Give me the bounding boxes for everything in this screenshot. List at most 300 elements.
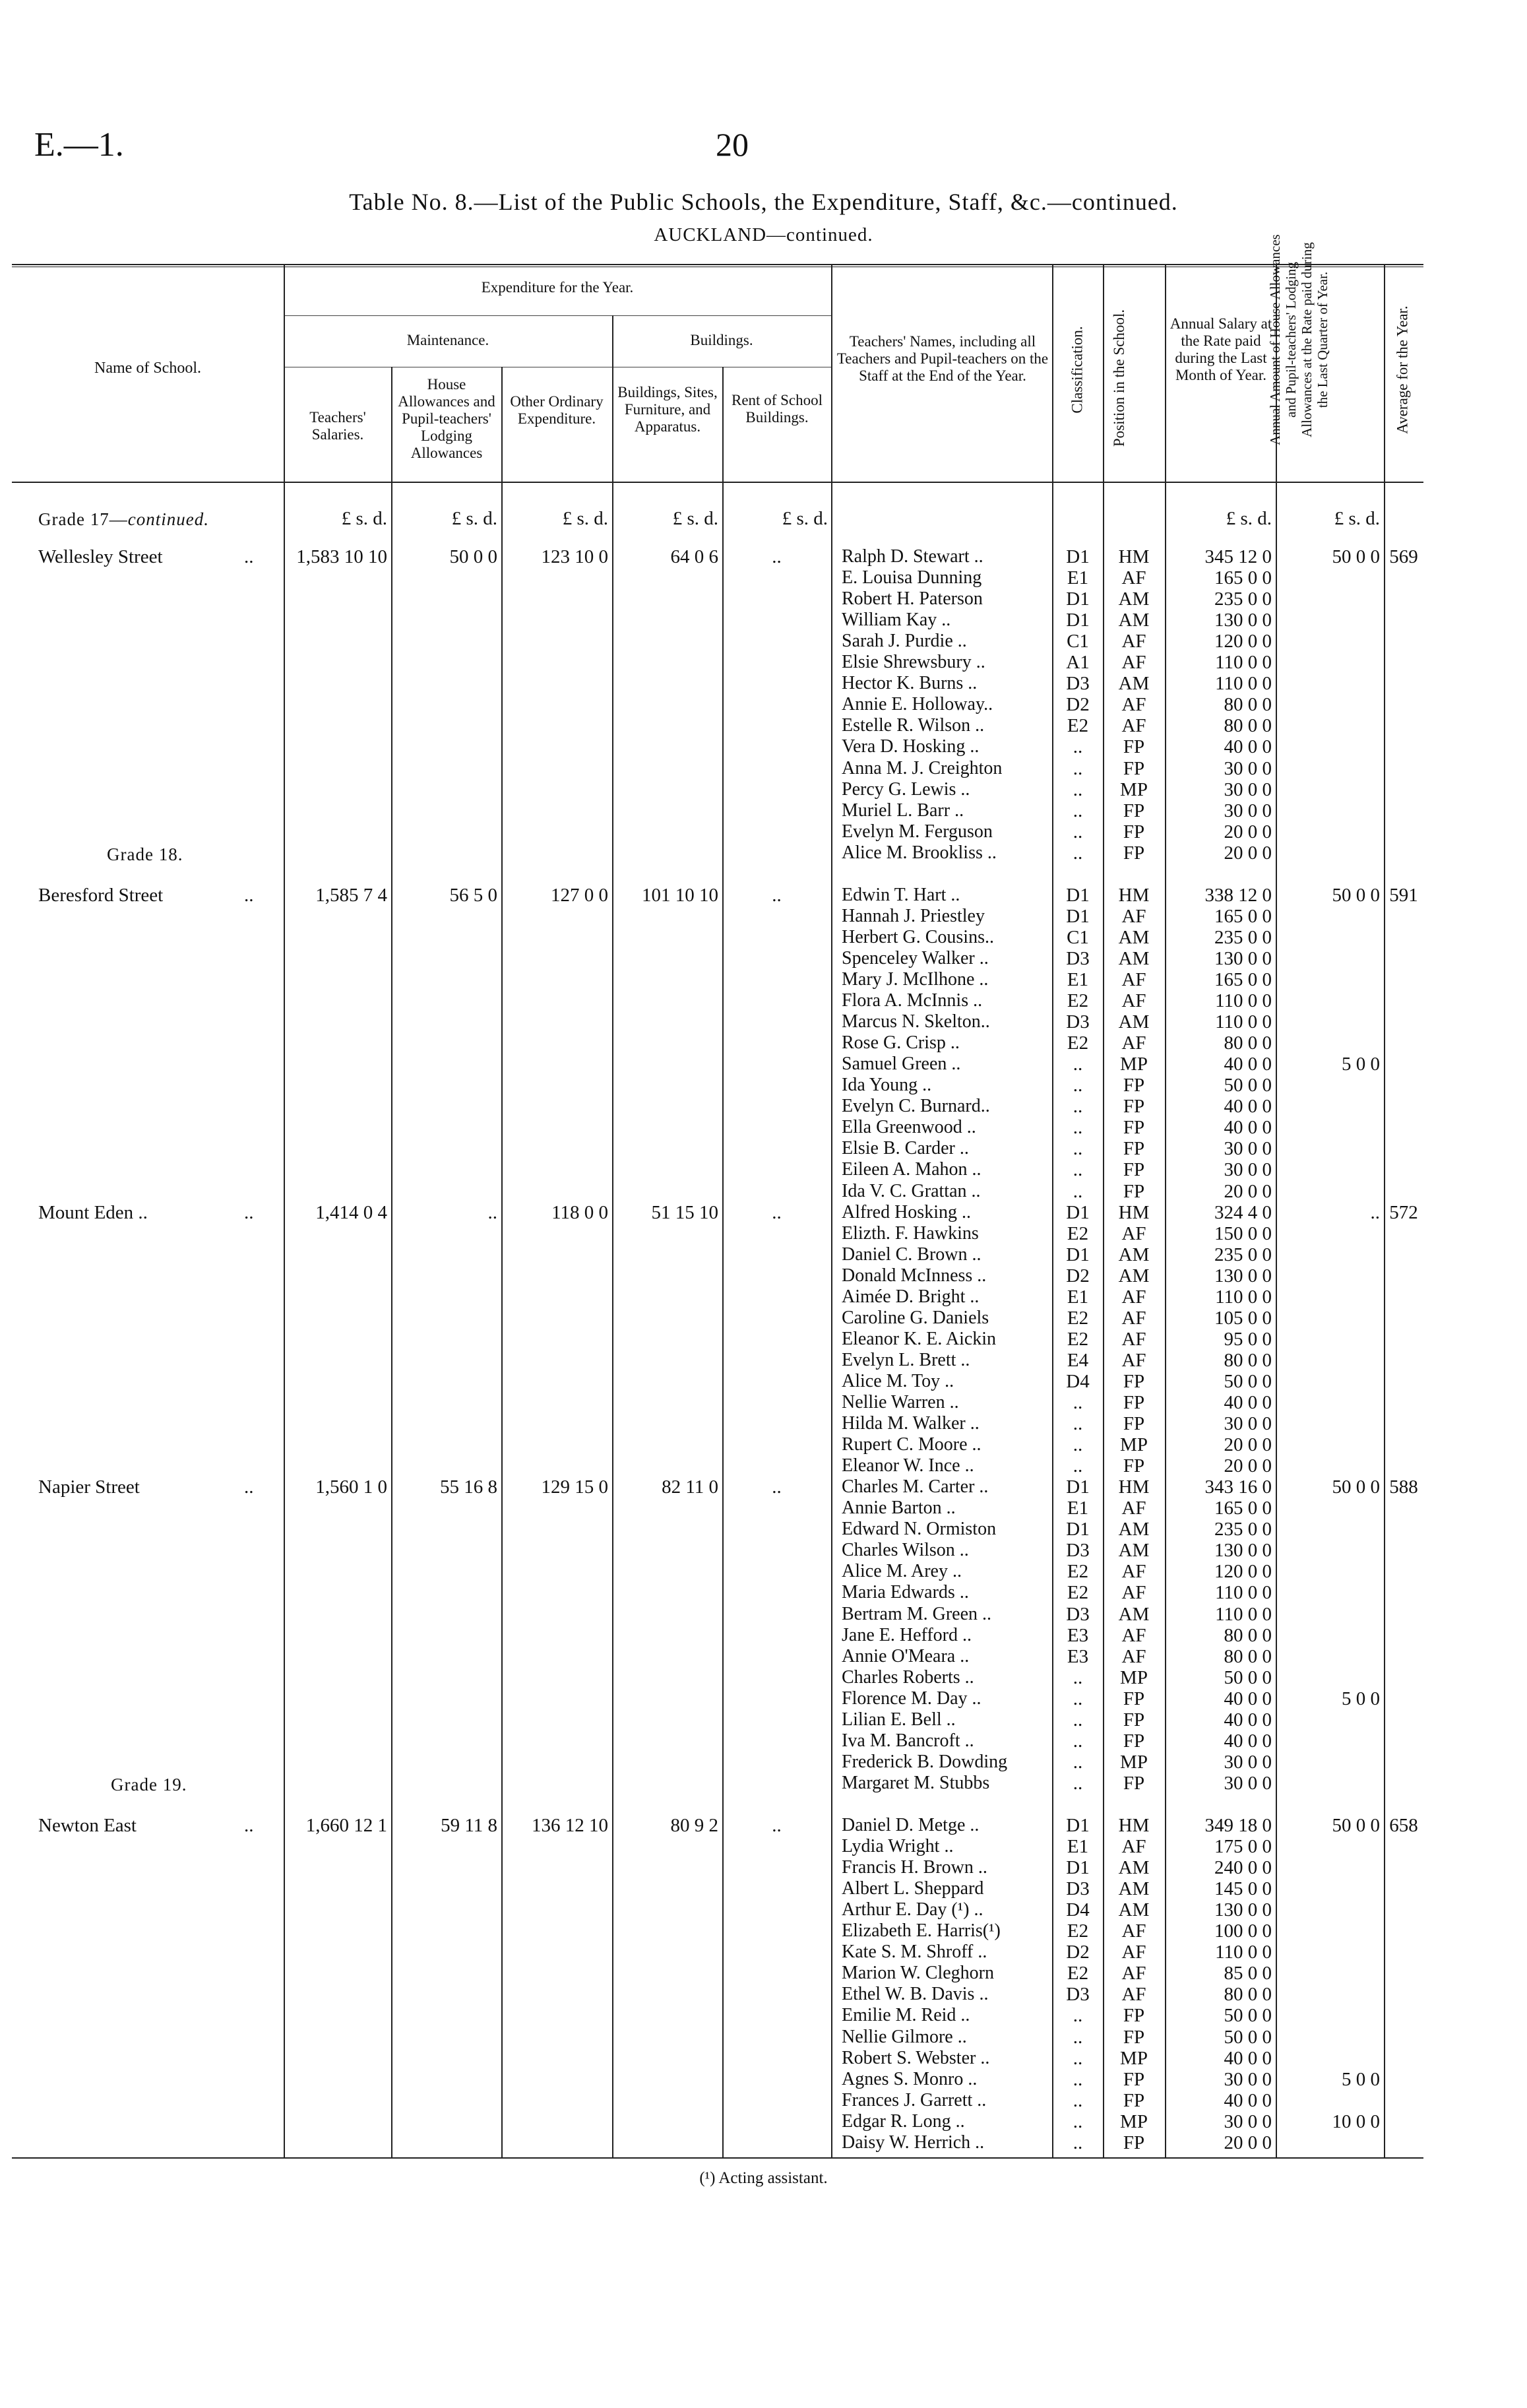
- teacher-classification: ..: [1073, 1666, 1083, 1688]
- teacher-classification: D1: [1066, 546, 1090, 567]
- teacher-classification: ..: [1073, 1751, 1083, 1773]
- teacher-classification: D1: [1066, 1244, 1090, 1265]
- average-value: 569: [1389, 546, 1418, 567]
- teacher-position: AF: [1121, 1942, 1146, 1963]
- teacher-position: FP: [1123, 1370, 1145, 1392]
- teacher-name: Estelle R. Wilson ..: [842, 715, 985, 736]
- house-allowances-value: ..: [487, 1201, 497, 1223]
- teacher-classification: E2: [1067, 1307, 1089, 1329]
- teacher-salary: 110 0 0: [1215, 1011, 1272, 1033]
- teacher-position: MP: [1120, 1666, 1148, 1688]
- teacher-salary: 110 0 0: [1215, 1603, 1272, 1625]
- lodging-allowance-value: 50 0 0: [1332, 546, 1380, 567]
- teacher-salary: 150 0 0: [1214, 1222, 1272, 1244]
- teacher-name: Lydia Wright ..: [842, 1836, 954, 1857]
- teacher-name: Percy G. Lewis ..: [842, 778, 970, 800]
- teacher-classification: D2: [1066, 1265, 1090, 1286]
- teacher-name: Agnes S. Monro ..: [842, 2068, 978, 2089]
- teacher-position: AF: [1121, 631, 1146, 652]
- lodging-allowance-value: 50 0 0: [1332, 1815, 1380, 1836]
- lodging-allowance-value: 10 0 0: [1332, 2110, 1380, 2132]
- teacher-position: AF: [1121, 990, 1146, 1012]
- teacher-position: AF: [1121, 1349, 1146, 1371]
- teacher-salary: 80 0 0: [1224, 694, 1272, 716]
- table-title: Table No. 8.—List of the Public Schools, the Expenditure, Staff, &c.—continued.: [349, 189, 1178, 215]
- teacher-name: Caroline G. Daniels: [842, 1307, 989, 1328]
- teacher-classification: ..: [1073, 2089, 1083, 2111]
- teacher-salary: 105 0 0: [1214, 1307, 1272, 1329]
- teacher-position: AM: [1118, 610, 1150, 631]
- teacher-name: Annie Barton ..: [842, 1498, 956, 1519]
- teacher-classification: ..: [1073, 842, 1083, 864]
- teacher-position: AF: [1121, 694, 1146, 716]
- teacher-salary: 349 18 0: [1204, 1815, 1272, 1836]
- teacher-position: AF: [1121, 567, 1146, 589]
- teacher-classification: ..: [1073, 1392, 1083, 1413]
- report-code: E.—1.: [34, 126, 124, 164]
- average-value: 658: [1389, 1815, 1418, 1836]
- teacher-salary: 40 0 0: [1224, 1117, 1272, 1139]
- average-value: 572: [1389, 1201, 1418, 1223]
- teacher-classification: ..: [1073, 1054, 1083, 1075]
- teacher-position: AF: [1121, 1582, 1146, 1604]
- teacher-classification: ..: [1073, 1138, 1083, 1160]
- teacher-classification: ..: [1073, 757, 1083, 779]
- unit-allowances: £ s. d.: [451, 508, 497, 529]
- teacher-name: Jane E. Hefford ..: [842, 1624, 972, 1645]
- teacher-position: AM: [1118, 1899, 1150, 1921]
- teacher-salary: 40 0 0: [1224, 1709, 1272, 1730]
- leader-dots: ..: [244, 1815, 254, 1836]
- teacher-position: AF: [1121, 1307, 1146, 1329]
- house-allowances-value: 50 0 0: [449, 546, 497, 567]
- teacher-classification: E2: [1067, 1561, 1089, 1583]
- teacher-salary: 130 0 0: [1214, 610, 1272, 631]
- house-allowances-value: 59 11 8: [441, 1815, 497, 1836]
- house-allowances-value: 55 16 8: [440, 1476, 497, 1498]
- rent-value: ..: [772, 1476, 782, 1498]
- teacher-position: MP: [1120, 2110, 1148, 2132]
- teacher-position: FP: [1123, 1096, 1145, 1118]
- teacher-salary: 80 0 0: [1224, 715, 1272, 737]
- teacher-position: AM: [1118, 1857, 1150, 1879]
- teacher-classification: D2: [1066, 694, 1090, 716]
- teacher-classification: E1: [1067, 1498, 1089, 1519]
- teacher-classification: ..: [1073, 2132, 1083, 2153]
- teacher-classification: E2: [1067, 1582, 1089, 1604]
- page-number: 20: [716, 126, 749, 163]
- teacher-name: Kate S. M. Shroff ..: [842, 1942, 987, 1963]
- teacher-name: Evelyn L. Brett ..: [842, 1349, 970, 1370]
- teacher-classification: ..: [1073, 1117, 1083, 1139]
- teacher-salary: 30 0 0: [1224, 2068, 1272, 2090]
- teacher-position: AM: [1118, 1244, 1150, 1265]
- other-expenditure-value: 118 0 0: [551, 1201, 608, 1223]
- teacher-classification: D1: [1066, 1815, 1090, 1836]
- teacher-name: Edwin T. Hart ..: [842, 884, 960, 905]
- teacher-position: AF: [1121, 1286, 1146, 1308]
- teacher-name: Ralph D. Stewart ..: [842, 546, 983, 567]
- teacher-position: AF: [1121, 1032, 1146, 1054]
- teacher-salary: 345 12 0: [1204, 546, 1272, 567]
- teacher-salary: 235 0 0: [1214, 588, 1272, 610]
- teacher-salary: 110 0 0: [1215, 1582, 1272, 1604]
- teacher-salary: 40 0 0: [1224, 2089, 1272, 2111]
- other-expenditure-value: 127 0 0: [551, 884, 608, 906]
- grade-19-heading: Grade 19.: [111, 1775, 187, 1794]
- teacher-position: FP: [1123, 2005, 1145, 2027]
- teacher-classification: D4: [1066, 1370, 1090, 1392]
- teacher-name: Arthur E. Day (¹) ..: [842, 1899, 983, 1920]
- teachers-salaries-value: 1,414 0 4: [315, 1201, 387, 1223]
- teacher-salary: 20 0 0: [1224, 2132, 1272, 2153]
- teacher-name: Rupert C. Moore ..: [842, 1434, 982, 1455]
- teacher-classification: E2: [1067, 1920, 1089, 1942]
- teacher-classification: C1: [1067, 631, 1089, 652]
- teacher-name: Mary J. McIlhone ..: [842, 969, 989, 990]
- teacher-position: AM: [1118, 1519, 1150, 1540]
- teacher-salary: 20 0 0: [1224, 1180, 1272, 1202]
- teacher-salary: 30 0 0: [1224, 778, 1272, 800]
- teacher-classification: D3: [1066, 1540, 1090, 1562]
- teacher-name: Anna M. J. Creighton: [842, 757, 1003, 778]
- other-expenditure-value: 136 12 10: [532, 1815, 608, 1836]
- teacher-classification: D1: [1066, 1857, 1090, 1879]
- teacher-classification: E1: [1067, 567, 1089, 589]
- teacher-name: Eileen A. Mahon ..: [842, 1159, 982, 1180]
- teacher-salary: 338 12 0: [1204, 884, 1272, 906]
- teacher-position: AM: [1118, 1878, 1150, 1900]
- teacher-position: FP: [1123, 1138, 1145, 1160]
- teacher-salary: 40 0 0: [1224, 1688, 1272, 1709]
- teachers-salaries-value: 1,585 7 4: [315, 884, 387, 906]
- teacher-position: FP: [1123, 1455, 1145, 1477]
- teacher-position: AM: [1118, 947, 1150, 969]
- teacher-name: Donald McInness ..: [842, 1265, 987, 1286]
- average-value: 588: [1389, 1476, 1418, 1498]
- teacher-classification: D1: [1066, 905, 1090, 927]
- teacher-position: AM: [1118, 673, 1150, 695]
- lodging-allowance-value: ..: [1370, 1201, 1380, 1223]
- rent-value: ..: [772, 546, 782, 567]
- teacher-position: AM: [1118, 588, 1150, 610]
- teacher-name: Elizabeth E. Harris(¹): [842, 1920, 1001, 1942]
- teacher-name: Frances J. Garrett ..: [842, 2089, 987, 2110]
- teacher-name: Flora A. McInnis ..: [842, 990, 983, 1011]
- teacher-classification: ..: [1073, 1096, 1083, 1118]
- teacher-position: FP: [1123, 1772, 1145, 1794]
- teacher-salary: 175 0 0: [1214, 1836, 1272, 1858]
- teacher-salary: 110 0 0: [1215, 990, 1272, 1012]
- teacher-salary: 20 0 0: [1224, 821, 1272, 842]
- teacher-position: AM: [1118, 1265, 1150, 1286]
- teacher-name: Lilian E. Bell ..: [842, 1709, 956, 1730]
- teacher-position: FP: [1123, 800, 1145, 821]
- teacher-classification: ..: [1073, 736, 1083, 758]
- lodging-allowance-value: 5 0 0: [1342, 1688, 1380, 1709]
- school-name: Beresford Street: [38, 884, 164, 906]
- teacher-salary: 120 0 0: [1214, 1561, 1272, 1583]
- teacher-salary: 130 0 0: [1214, 1899, 1272, 1921]
- col-average: Average for the Year.: [1394, 305, 1411, 434]
- teacher-salary: 85 0 0: [1224, 1963, 1272, 1984]
- teacher-position: AF: [1121, 1645, 1146, 1667]
- teacher-classification: ..: [1073, 1434, 1083, 1456]
- teachers-salaries-value: 1,660 12 1: [305, 1815, 387, 1836]
- average-value: 591: [1389, 884, 1418, 906]
- teacher-name: Margaret M. Stubbs: [842, 1772, 990, 1793]
- teacher-position: FP: [1123, 757, 1145, 779]
- teacher-name: Charles Wilson ..: [842, 1540, 969, 1561]
- teacher-salary: 50 0 0: [1224, 1075, 1272, 1096]
- col-house-allowances: House Allowances and Pupil-teachers' Lodging Allowances: [398, 376, 495, 461]
- teacher-name: Elsie Shrewsbury ..: [842, 652, 985, 673]
- teacher-classification: ..: [1073, 2110, 1083, 2132]
- teacher-position: AF: [1121, 969, 1146, 990]
- teacher-position: FP: [1123, 1413, 1145, 1435]
- teacher-name: Albert L. Sheppard: [842, 1878, 984, 1899]
- teacher-name: Ella Greenwood ..: [842, 1117, 976, 1138]
- teacher-position: HM: [1118, 884, 1150, 906]
- teacher-salary: 343 16 0: [1204, 1476, 1272, 1498]
- teacher-position: FP: [1123, 736, 1145, 758]
- teacher-salary: 30 0 0: [1224, 757, 1272, 779]
- teacher-name: William Kay ..: [842, 610, 951, 631]
- teacher-name: Daniel C. Brown ..: [842, 1244, 982, 1265]
- teacher-salary: 80 0 0: [1224, 1624, 1272, 1646]
- teacher-name: Rose G. Crisp ..: [842, 1032, 960, 1054]
- teacher-classification: ..: [1073, 1413, 1083, 1435]
- teacher-classification: D1: [1066, 610, 1090, 631]
- teacher-position: HM: [1118, 1201, 1150, 1223]
- unit-sites: £ s. d.: [672, 508, 718, 529]
- teacher-salary: 40 0 0: [1224, 736, 1272, 758]
- teacher-classification: ..: [1073, 1180, 1083, 1202]
- teacher-name: Charles Roberts ..: [842, 1666, 974, 1688]
- buildings-sites-value: 64 0 6: [670, 546, 718, 567]
- teacher-name: Ethel W. B. Davis ..: [842, 1984, 989, 2005]
- school-name: Napier Street: [38, 1476, 140, 1498]
- grade-18-heading: Grade 18.: [107, 844, 183, 864]
- teacher-position: HM: [1118, 546, 1150, 567]
- col-lodging-allowance: Annual Amount of House Allowances and Pupil-teachers' Lodging Allowances at the Rate paid during the Last Quarter of Year.: [1267, 234, 1330, 445]
- teacher-position: AF: [1121, 1624, 1146, 1646]
- school-name: Newton East: [38, 1815, 137, 1836]
- table-subtitle: AUCKLAND—continued.: [654, 224, 873, 245]
- teacher-position: AM: [1118, 1011, 1150, 1033]
- teacher-name: Evelyn M. Ferguson: [842, 821, 993, 842]
- teacher-salary: 165 0 0: [1214, 905, 1272, 927]
- teacher-classification: E2: [1067, 1032, 1089, 1054]
- teacher-position: AF: [1121, 1963, 1146, 1984]
- teacher-salary: 165 0 0: [1214, 567, 1272, 589]
- leader-dots: ..: [244, 1201, 254, 1223]
- teacher-position: FP: [1123, 842, 1145, 864]
- teacher-salary: 95 0 0: [1224, 1328, 1272, 1350]
- teacher-name: Hannah J. Priestley: [842, 905, 985, 926]
- teacher-classification: ..: [1073, 821, 1083, 842]
- teacher-salary: 30 0 0: [1224, 1751, 1272, 1773]
- leader-dots: ..: [244, 884, 254, 906]
- teacher-position: AF: [1121, 1222, 1146, 1244]
- teacher-salary: 130 0 0: [1214, 1540, 1272, 1562]
- teacher-classification: ..: [1073, 1709, 1083, 1730]
- school-name: Wellesley Street: [38, 546, 163, 567]
- teacher-name: Sarah J. Purdie ..: [842, 631, 967, 652]
- lodging-allowance-value: 5 0 0: [1342, 2068, 1380, 2090]
- teacher-salary: 40 0 0: [1224, 1054, 1272, 1075]
- teacher-salary: 20 0 0: [1224, 842, 1272, 864]
- teacher-salary: 120 0 0: [1214, 631, 1272, 652]
- teacher-position: FP: [1123, 1730, 1145, 1752]
- buildings-sites-value: 80 9 2: [670, 1815, 718, 1836]
- teacher-salary: 30 0 0: [1224, 800, 1272, 821]
- teacher-classification: ..: [1073, 2005, 1083, 2027]
- teacher-position: FP: [1123, 821, 1145, 842]
- teacher-position: AF: [1121, 905, 1146, 927]
- teacher-classification: D3: [1066, 947, 1090, 969]
- other-expenditure-value: 123 10 0: [541, 546, 608, 567]
- col-classification: Classification.: [1069, 326, 1086, 414]
- teacher-name: Elizth. F. Hawkins: [842, 1222, 979, 1244]
- teacher-salary: 80 0 0: [1224, 1645, 1272, 1667]
- teacher-position: FP: [1123, 1075, 1145, 1096]
- col-position: Position in the School.: [1111, 309, 1127, 447]
- unit-lodging: £ s. d.: [1334, 508, 1380, 529]
- unit-other: £ s. d.: [562, 508, 608, 529]
- teacher-position: MP: [1120, 1751, 1148, 1773]
- teacher-name: Alice M. Arey ..: [842, 1561, 962, 1582]
- teacher-salary: 30 0 0: [1224, 1159, 1272, 1181]
- buildings-sites-value: 51 15 10: [651, 1201, 718, 1223]
- house-allowances-value: 56 5 0: [449, 884, 497, 906]
- teacher-name: Spenceley Walker ..: [842, 947, 989, 968]
- teacher-salary: 130 0 0: [1214, 947, 1272, 969]
- teacher-position: AF: [1121, 1984, 1146, 2006]
- teacher-name: Ida V. C. Grattan ..: [842, 1180, 981, 1201]
- lodging-allowance-value: 50 0 0: [1332, 1476, 1380, 1498]
- teacher-position: AF: [1121, 1561, 1146, 1583]
- teacher-classification: ..: [1073, 1455, 1083, 1477]
- teacher-classification: ..: [1073, 2026, 1083, 2048]
- teacher-name: Iva M. Bancroft ..: [842, 1730, 974, 1751]
- teacher-name: Muriel L. Barr ..: [842, 800, 964, 821]
- teacher-salary: 50 0 0: [1224, 2005, 1272, 2027]
- leader-dots: ..: [244, 1476, 254, 1498]
- teacher-salary: 324 4 0: [1214, 1201, 1272, 1223]
- teacher-classification: ..: [1073, 778, 1083, 800]
- teacher-name: Ida Young ..: [842, 1075, 932, 1096]
- teacher-salary: 40 0 0: [1224, 1392, 1272, 1413]
- teacher-position: FP: [1123, 2026, 1145, 2048]
- teacher-classification: E1: [1067, 969, 1089, 990]
- teacher-salary: 30 0 0: [1224, 1138, 1272, 1160]
- teacher-name: Hector K. Burns ..: [842, 673, 978, 694]
- col-maintenance: Maintenance.: [406, 332, 489, 348]
- teacher-classification: ..: [1073, 800, 1083, 821]
- teacher-salary: 235 0 0: [1214, 926, 1272, 948]
- teacher-salary: 110 0 0: [1215, 1286, 1272, 1308]
- teachers-salaries-value: 1,560 1 0: [315, 1476, 387, 1498]
- teacher-position: AM: [1118, 926, 1150, 948]
- teacher-name: Emilie M. Reid ..: [842, 2005, 970, 2026]
- teacher-position: HM: [1118, 1476, 1150, 1498]
- teacher-classification: D1: [1066, 1476, 1090, 1498]
- teacher-salary: 235 0 0: [1214, 1244, 1272, 1265]
- teacher-classification: ..: [1073, 1075, 1083, 1096]
- teacher-classification: D3: [1066, 1011, 1090, 1033]
- teacher-position: FP: [1123, 1392, 1145, 1413]
- grade-17-heading: Grade 17—continued.: [38, 509, 209, 529]
- teacher-position: AF: [1121, 1498, 1146, 1519]
- teacher-name: Eleanor W. Ince ..: [842, 1455, 974, 1476]
- teacher-name: Robert H. Paterson: [842, 588, 983, 610]
- teacher-classification: E1: [1067, 1836, 1089, 1858]
- teacher-classification: E4: [1067, 1349, 1089, 1371]
- teacher-salary: 40 0 0: [1224, 1730, 1272, 1752]
- teacher-classification: ..: [1073, 2068, 1083, 2090]
- teacher-salary: 80 0 0: [1224, 1984, 1272, 2006]
- other-expenditure-value: 129 15 0: [541, 1476, 608, 1498]
- col-buildings: Buildings.: [690, 332, 753, 348]
- teacher-position: AF: [1121, 652, 1146, 674]
- teacher-position: FP: [1123, 2068, 1145, 2090]
- teacher-classification: D2: [1066, 1942, 1090, 1963]
- teacher-name: Annie E. Holloway..: [842, 694, 993, 715]
- teacher-position: AF: [1121, 1328, 1146, 1350]
- teacher-name: Marion W. Cleghorn: [842, 1963, 994, 1984]
- teacher-classification: E2: [1067, 990, 1089, 1012]
- teacher-name: Hilda M. Walker ..: [842, 1413, 980, 1434]
- unit-salary: £ s. d.: [1226, 508, 1272, 529]
- teacher-position: MP: [1120, 2047, 1148, 2069]
- teacher-classification: E3: [1067, 1645, 1089, 1667]
- buildings-sites-value: 82 11 0: [662, 1476, 718, 1498]
- teacher-classification: D1: [1066, 1519, 1090, 1540]
- lodging-allowance-value: 5 0 0: [1342, 1054, 1380, 1075]
- teacher-name: Francis H. Brown ..: [842, 1857, 987, 1878]
- teacher-position: AF: [1121, 715, 1146, 737]
- teacher-name: Herbert G. Cousins..: [842, 926, 994, 947]
- teacher-name: Frederick B. Dowding: [842, 1751, 1008, 1772]
- teacher-name: Alice M. Brookliss ..: [842, 842, 997, 863]
- teacher-position: MP: [1120, 1434, 1148, 1456]
- teacher-classification: A1: [1066, 652, 1090, 674]
- teacher-salary: 50 0 0: [1224, 1370, 1272, 1392]
- teacher-classification: D3: [1066, 1984, 1090, 2006]
- leader-dots: ..: [244, 546, 254, 567]
- teacher-classification: D3: [1066, 1603, 1090, 1625]
- teacher-salary: 50 0 0: [1224, 1666, 1272, 1688]
- teacher-classification: D3: [1066, 1878, 1090, 1900]
- teacher-name: Florence M. Day ..: [842, 1688, 982, 1709]
- teacher-classification: ..: [1073, 2047, 1083, 2069]
- teacher-classification: E2: [1067, 715, 1089, 737]
- teacher-salary: 100 0 0: [1214, 1920, 1272, 1942]
- teacher-salary: 80 0 0: [1224, 1032, 1272, 1054]
- teacher-position: AF: [1121, 1920, 1146, 1942]
- teacher-name: Edward N. Ormiston: [842, 1519, 997, 1540]
- rent-value: ..: [772, 884, 782, 906]
- teacher-position: FP: [1123, 1159, 1145, 1181]
- teacher-salary: 40 0 0: [1224, 2047, 1272, 2069]
- teacher-salary: 110 0 0: [1215, 1942, 1272, 1963]
- teacher-salary: 30 0 0: [1224, 2110, 1272, 2132]
- teacher-classification: D1: [1066, 588, 1090, 610]
- teacher-name: Samuel Green ..: [842, 1054, 961, 1075]
- teacher-salary: 20 0 0: [1224, 1455, 1272, 1477]
- teacher-name: Bertram M. Green ..: [842, 1603, 992, 1624]
